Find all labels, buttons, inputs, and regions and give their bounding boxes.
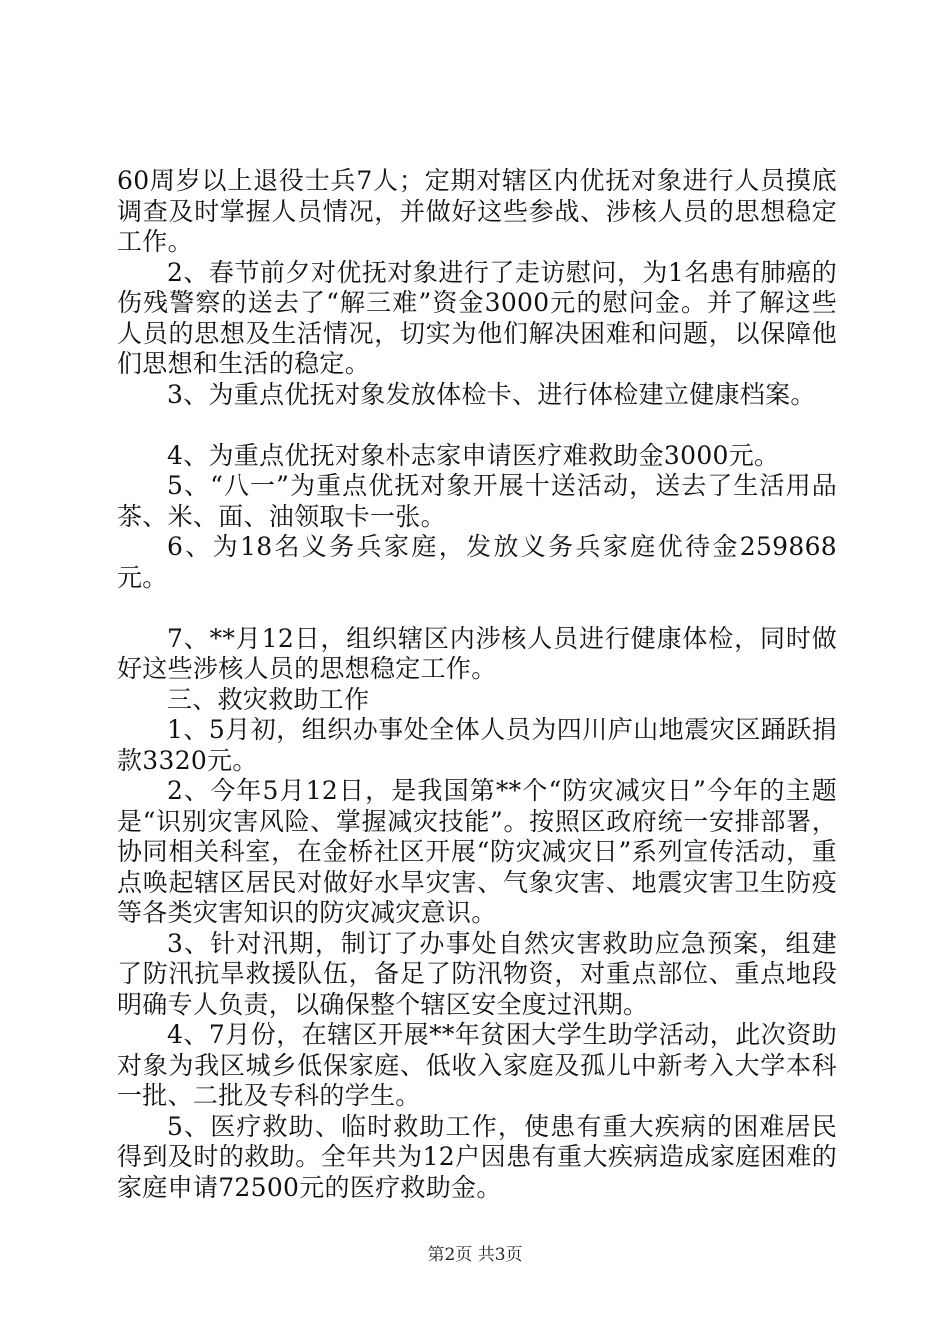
paragraph-relief-5: 5、医疗救助、临时救助工作，使患有重大疾病的困难居民得到及时的救助。全年共为12户因患有重大疾病造成家庭困难的家庭申请72500元的医疗救助金。 (117, 1111, 837, 1202)
paragraph-item-3: 3、为重点优抚对象发放体检卡、进行体检建立健康档案。 (167, 379, 816, 409)
paragraph-item-6: 6、为18名义务兵家庭，发放义务兵家庭优待金259868元。 (117, 532, 837, 592)
paragraph-relief-3: 3、针对汛期，制订了办事处自然灾害救助应急预案，组建了防汛抗旱救援队伍，备足了防汛物资，对重点部位、重点地段明确专人负责，以确保整个辖区安全度过汛期。 (117, 928, 837, 1019)
paragraph-item-4: 4、为重点优抚对象朴志家申请医疗难救助金3000元。 (167, 440, 780, 470)
paragraph-relief-2: 2、今年5月12日，是我国第**个“防灾减灾日”今年的主题是“识别灾害风险、掌握减灾技能”。按照区政府统一安排部署，协同相关科室，在金桥社区开展“防灾减灾日”系列宣传活动，重点唤起辖区居民对做好水旱灾害、气象灾害、地震灾害卫生防疫等各类灾害知识的防灾减灾意识。 (117, 776, 837, 927)
blank-line (117, 593, 837, 624)
section-heading: 三、救灾救助工作 (167, 684, 370, 714)
paragraph-item-2: 2、春节前夕对优抚对象进行了走访慰问，为1名患有肺癌的伤残警察的送去了“解三难”资金3000元的慰问金。并了解这些人员的思想及生活情况，切实为他们解决困难和问题，以保障他们思想和生活的稳定。 (117, 257, 837, 378)
paragraph-continuation: 60周岁以上退役士兵7人；定期对辖区内优抚对象进行人员摸底调查及时掌握人员情况，并做好这些参战、涉核人员的思想稳定工作。 (117, 166, 837, 256)
paragraph-item-5: 5、“八一”为重点优抚对象开展十送活动，送去了生活用品茶、米、面、油领取卡一张。 (117, 471, 837, 531)
document-body (117, 166, 837, 1203)
blank-line (117, 410, 837, 441)
paragraph-item-7: 7、**月12日，组织辖区内涉核人员进行健康体检，同时做好这些涉核人员的思想稳定工作。 (117, 623, 837, 683)
paragraph-relief-4: 4、7月份，在辖区开展**年贫困大学生助学活动，此次资助对象为我区城乡低保家庭、低收入家庭及孤儿中新考入大学本科一批、二批及专科的学生。 (117, 1020, 837, 1110)
page-footer: 第2页 共3页 (427, 1245, 523, 1265)
paragraph-relief-1: 1、5月初，组织办事处全体人员为四川庐山地震灾区踊跃捐款3320元。 (117, 715, 837, 775)
